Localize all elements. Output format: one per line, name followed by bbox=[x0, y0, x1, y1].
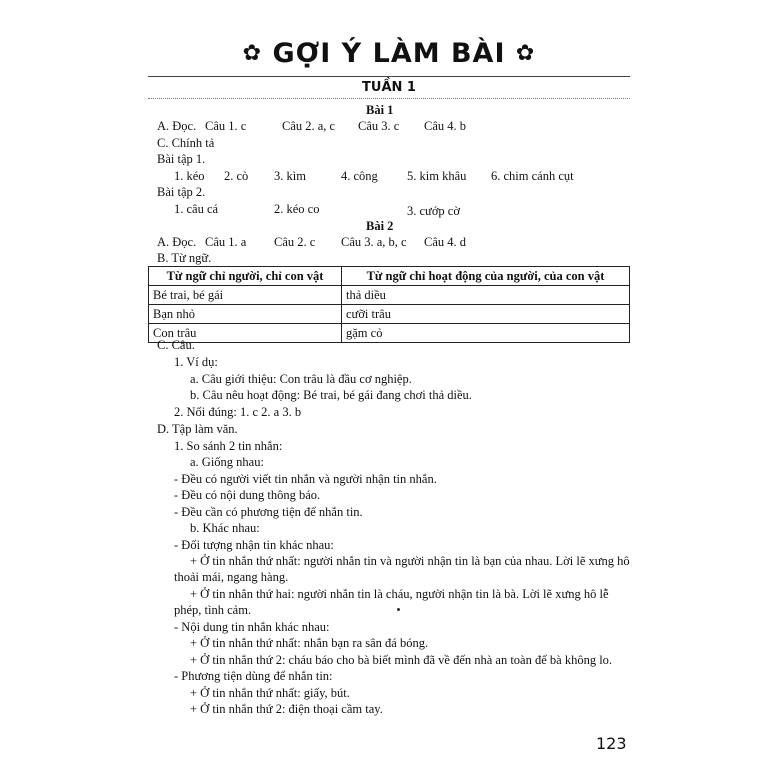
same-point: - Đều có nội dung thông báo. bbox=[174, 488, 321, 502]
title-divider bbox=[148, 76, 630, 77]
lesson1-answer: Câu 4. b bbox=[424, 119, 467, 133]
lesson1-heading: Bài 1 bbox=[366, 103, 394, 117]
lesson1-ex1-label: Bài tập 1. bbox=[157, 152, 206, 166]
diff-detail: + Ở tin nhắn thứ 2: điện thoại cầm tay. bbox=[190, 702, 383, 716]
table-cell: cưỡi trâu bbox=[342, 305, 630, 324]
lesson1-answer: Câu 2. a, c bbox=[282, 119, 336, 133]
diff-detail: + Ở tin nhắn thứ 2: cháu báo cho bà biết mình đã về đến nhà an toàn để bà không lo. bbox=[190, 653, 613, 667]
flower-icon-right: ✿ bbox=[515, 41, 536, 66]
match-answers: 2. Nối đúng: 1. c 2. a 3. b bbox=[174, 405, 302, 419]
diff-detail: + Ở tin nhắn thứ hai: người nhắn tin là cháu, người nhận tin là bà. Lời lẽ xưng hô lễ bbox=[190, 587, 609, 601]
example-a: a. Câu giới thiệu: Con trâu là đầu cơ nghiệp. bbox=[190, 372, 412, 386]
diff-detail: + Ở tin nhắn thứ nhất: người nhắn tin và người nhận tin là bạn của nhau. Lời lẽ xưng hô bbox=[190, 554, 630, 568]
writing-label: D. Tập làm văn. bbox=[157, 422, 238, 436]
ex1-item: 3. kìm bbox=[274, 169, 306, 183]
page-title-text: GỢI Ý LÀM BÀI bbox=[272, 38, 506, 69]
ex1-item: 2. cò bbox=[224, 169, 249, 183]
table-row bbox=[149, 286, 630, 305]
ex1-item: 1. kéo bbox=[174, 169, 205, 183]
diff-point: - Nội dung tin nhắn khác nhau: bbox=[174, 620, 330, 634]
same-point: - Đều có người viết tin nhắn và người nhận tin nhắn. bbox=[174, 472, 437, 486]
diff-label: b. Khác nhau: bbox=[190, 521, 260, 535]
lesson1-reading-label: A. Đọc. bbox=[157, 119, 197, 133]
table-cell: Con trâu bbox=[149, 324, 342, 343]
same-label: a. Giống nhau: bbox=[190, 455, 264, 469]
week-divider bbox=[148, 98, 630, 99]
print-speck bbox=[397, 608, 400, 611]
ex1-item: 5. kim khâu bbox=[407, 169, 467, 183]
table-cell: thả diều bbox=[342, 286, 630, 305]
ex2-item: 1. câu cá bbox=[174, 202, 219, 216]
ex2-item: 3. cướp cờ bbox=[407, 204, 460, 218]
same-point: - Đều cần có phương tiện để nhắn tin. bbox=[174, 505, 363, 519]
table-cell: Bé trai, bé gái bbox=[149, 286, 342, 305]
diff-point: - Phương tiện dùng để nhắn tin: bbox=[174, 669, 333, 683]
diff-detail-cont: phép, tình cảm. bbox=[174, 603, 252, 617]
vocab-table bbox=[148, 266, 630, 343]
lesson2-answer: Câu 1. a bbox=[205, 235, 247, 249]
diff-detail-cont: thoải mái, ngang hàng. bbox=[174, 570, 289, 584]
lesson1-spelling-label: C. Chính tả bbox=[157, 136, 215, 150]
lesson2-answer: Câu 2. c bbox=[274, 235, 316, 249]
lesson1-ex2-label: Bài tập 2. bbox=[157, 185, 206, 199]
table-row bbox=[149, 305, 630, 324]
example-label: 1. Ví dụ: bbox=[174, 355, 218, 369]
lesson1-answer: Câu 1. c bbox=[205, 119, 247, 133]
flower-icon-left: ✿ bbox=[242, 41, 263, 66]
diff-point: - Đối tượng nhận tin khác nhau: bbox=[174, 538, 334, 552]
table-cell: gặm cỏ bbox=[342, 324, 630, 343]
compare-label: 1. So sánh 2 tin nhắn: bbox=[174, 439, 283, 453]
page-number: 123 bbox=[596, 734, 627, 753]
lesson2-answer: Câu 3. a, b, c bbox=[341, 235, 407, 249]
diff-detail: + Ở tin nhắn thứ nhất: nhắn bạn ra sân đá bóng. bbox=[190, 636, 429, 650]
example-b: b. Câu nêu hoạt động: Bé trai, bé gái đang chơi thả diều. bbox=[190, 388, 472, 402]
lesson2-heading: Bài 2 bbox=[366, 219, 394, 233]
ex1-item: 6. chim cánh cụt bbox=[491, 169, 574, 183]
week-heading: TUẦN 1 bbox=[362, 80, 416, 95]
table-cell: Bạn nhỏ bbox=[149, 305, 342, 324]
page-title bbox=[0, 38, 778, 69]
table-row bbox=[149, 324, 630, 343]
vocab-label: B. Từ ngữ. bbox=[157, 251, 212, 265]
table-header-cell: Từ ngữ chỉ người, chỉ con vật bbox=[149, 267, 342, 286]
table-header-row bbox=[149, 267, 630, 286]
diff-detail: + Ở tin nhắn thứ nhất: giấy, bút. bbox=[190, 686, 350, 700]
table-header-cell: Từ ngữ chỉ hoạt động của người, của con vật bbox=[342, 267, 630, 286]
lesson1-answer: Câu 3. c bbox=[358, 119, 400, 133]
sentence-label: C. Câu. bbox=[157, 338, 195, 352]
ex1-item: 4. công bbox=[341, 169, 378, 183]
lesson2-answer: Câu 4. d bbox=[424, 235, 467, 249]
ex2-item: 2. kéo co bbox=[274, 202, 320, 216]
lesson2-reading-label: A. Đọc. bbox=[157, 235, 197, 249]
